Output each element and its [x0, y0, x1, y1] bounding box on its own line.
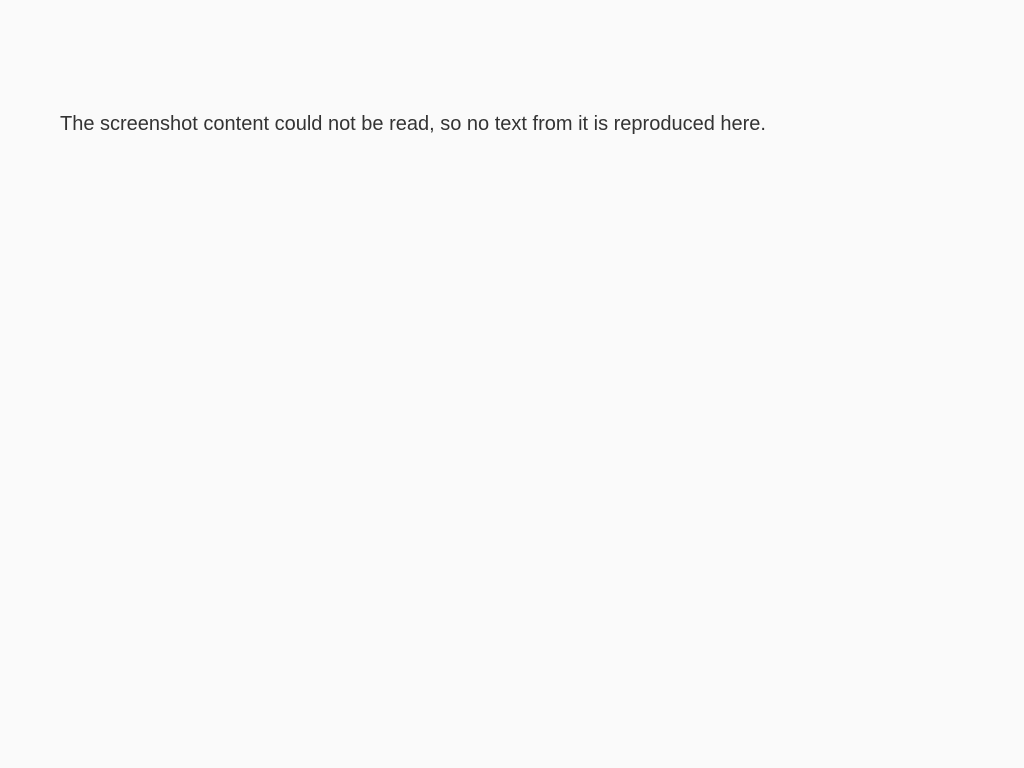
notice-text: The screenshot content could not be read, so no text from it is reproduced here.	[60, 113, 766, 135]
